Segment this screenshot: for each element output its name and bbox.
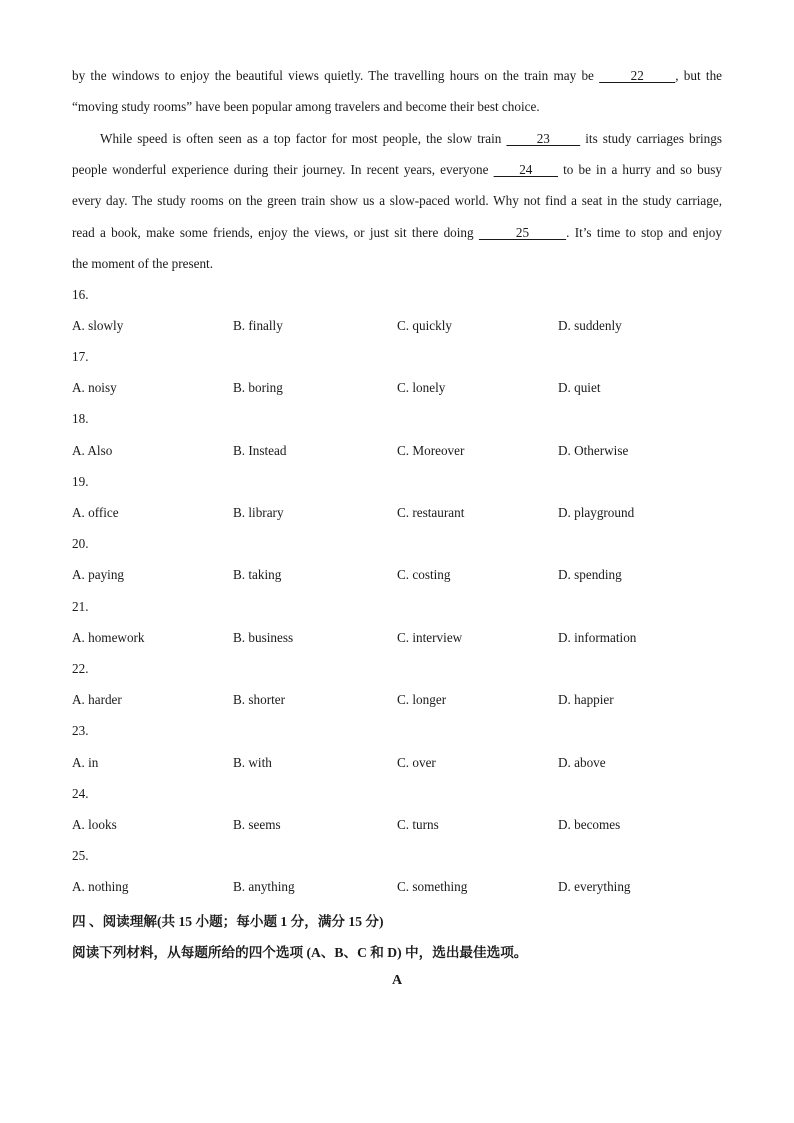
- option-c[interactable]: C. something: [397, 879, 468, 894]
- passage-paragraph-2: [72, 123, 722, 279]
- passage-text: read a book, make some friends, enjoy the views, or just sit there doing: [72, 224, 479, 240]
- option-d[interactable]: D. spending: [558, 567, 622, 582]
- option-a[interactable]: A. homework: [72, 630, 145, 645]
- passage-label: A: [391, 973, 403, 988]
- question-number: 20.: [72, 536, 89, 551]
- passage-line: “moving study rooms” have been popular among travelers and become their best choice.: [72, 99, 540, 115]
- option-a[interactable]: A. looks: [72, 817, 117, 832]
- question-number: 24.: [72, 786, 89, 801]
- option-c[interactable]: C. quickly: [397, 318, 452, 333]
- option-d[interactable]: D. becomes: [558, 817, 621, 832]
- option-c[interactable]: C. Moreover: [397, 443, 465, 458]
- passage-line: [72, 60, 722, 91]
- option-b[interactable]: B. with: [233, 755, 272, 770]
- option-b[interactable]: B. anything: [233, 879, 295, 894]
- option-a[interactable]: A. paying: [72, 567, 125, 582]
- option-c[interactable]: C. interview: [397, 630, 463, 645]
- option-c[interactable]: C. over: [397, 755, 436, 770]
- option-b[interactable]: B. finally: [233, 318, 283, 333]
- option-d[interactable]: D. happier: [558, 692, 614, 707]
- passage-line: [72, 123, 722, 154]
- option-a[interactable]: A. nothing: [72, 879, 129, 894]
- option-c[interactable]: C. turns: [397, 817, 439, 832]
- passage-text: While speed is often seen as a top factor for most people, the slow train: [100, 131, 507, 146]
- passage-line: the moment of the present.: [72, 255, 213, 271]
- blank-22: 22: [599, 68, 676, 83]
- option-c[interactable]: C. lonely: [397, 380, 446, 395]
- question-number: 17.: [72, 349, 89, 364]
- question-number: 23.: [72, 723, 89, 738]
- passage-text: people wonderful experience during their journey. In recent years, everyone: [72, 162, 494, 178]
- option-b[interactable]: B. Instead: [233, 443, 287, 458]
- option-d[interactable]: D. everything: [558, 879, 631, 894]
- blank-25: 25: [478, 224, 567, 240]
- question-number: 19.: [72, 474, 89, 489]
- option-d[interactable]: D. above: [558, 755, 606, 770]
- option-a[interactable]: A. harder: [72, 692, 122, 707]
- option-b[interactable]: B. library: [233, 505, 284, 520]
- option-b[interactable]: B. business: [233, 630, 294, 645]
- question-number: 25.: [72, 848, 89, 863]
- option-a[interactable]: A. Also: [72, 443, 113, 458]
- passage-text: to be in a hurry and so busy: [558, 162, 723, 178]
- section-instruction: 阅读下列材料，从每题所给的四个选项 (A、B、C 和 D) 中，选出最佳选项。: [72, 945, 528, 960]
- passage-line: [72, 217, 722, 248]
- option-b[interactable]: B. seems: [233, 817, 281, 832]
- question-number: 18.: [72, 411, 89, 426]
- option-d[interactable]: D. playground: [558, 505, 635, 520]
- blank-23: 23: [506, 131, 581, 146]
- option-d[interactable]: D. information: [558, 630, 637, 645]
- question-number: 21.: [72, 599, 89, 614]
- option-a[interactable]: A. slowly: [72, 318, 124, 333]
- option-d[interactable]: D. Otherwise: [558, 443, 629, 458]
- option-a[interactable]: A. noisy: [72, 380, 117, 395]
- option-b[interactable]: B. taking: [233, 567, 282, 582]
- passage-text: , but the: [675, 68, 723, 83]
- option-c[interactable]: C. costing: [397, 567, 451, 582]
- option-d[interactable]: D. quiet: [558, 380, 601, 395]
- blank-24: 24: [493, 162, 558, 178]
- option-b[interactable]: B. shorter: [233, 692, 286, 707]
- passage-line: every day. The study rooms on the green train show us a slow-paced world. Why not find a seat in the study carriage,: [72, 193, 722, 209]
- option-b[interactable]: B. boring: [233, 380, 283, 395]
- option-d[interactable]: D. suddenly: [558, 318, 622, 333]
- question-number: 16.: [72, 287, 89, 302]
- passage-paragraph-1: [72, 60, 722, 122]
- option-a[interactable]: A. in: [72, 755, 99, 770]
- question-number: 22.: [72, 661, 89, 676]
- passage-text: . It’s time to stop and enjoy: [566, 224, 722, 240]
- section-title: 四 、阅读理解(共 15 小题；每小题 1 分，满分 15 分): [72, 914, 384, 929]
- passage-text: its study carriages brings: [580, 131, 722, 146]
- option-c[interactable]: C. longer: [397, 692, 447, 707]
- passage-line: [72, 154, 722, 185]
- option-a[interactable]: A. office: [72, 505, 119, 520]
- option-c[interactable]: C. restaurant: [397, 505, 465, 520]
- passage-text: by the windows to enjoy the beautiful views quietly. The travelling hours on the train may be: [72, 68, 600, 83]
